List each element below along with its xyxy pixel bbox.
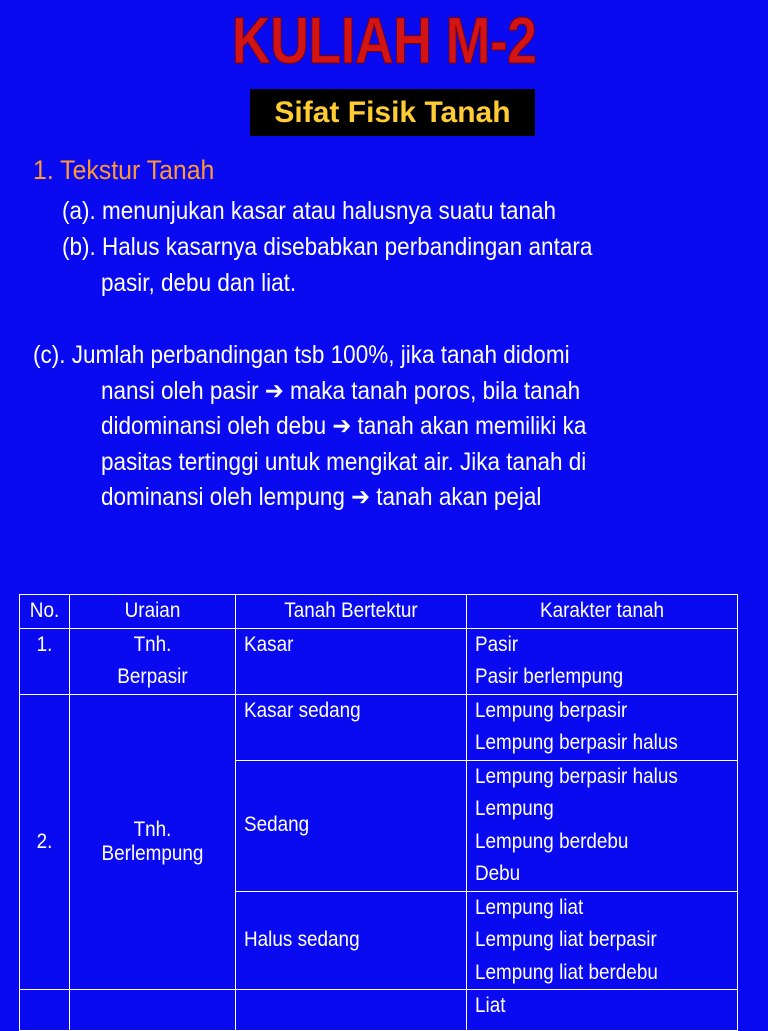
point-b-line-1: (b). Halus kasarnya disebabkan perbandingan antara bbox=[62, 233, 593, 261]
point-c-line-1: (c). Jumlah perbandingan tsb 100%, jika tanah didomi bbox=[33, 341, 570, 369]
cell-uraian bbox=[70, 990, 236, 1031]
cell-uraian: Tnh. Berpasir bbox=[70, 628, 236, 694]
cell-tekstur: Halus sedang bbox=[236, 891, 467, 990]
table-row bbox=[20, 628, 738, 694]
slide-title: KULIAH M-2 bbox=[231, 3, 537, 77]
table-row bbox=[20, 990, 738, 1031]
point-a: (a). menunjukan kasar atau halusnya suatu tanah bbox=[62, 197, 557, 225]
cell-no: 1. bbox=[20, 628, 70, 694]
cell-uraian: Tnh. Berlempung bbox=[70, 694, 236, 990]
cell-karakter: Lempung liat Lempung liat berpasir Lempung liat berdebu bbox=[467, 891, 738, 990]
soil-texture-table bbox=[19, 594, 738, 1031]
cell-tekstur: Kasar sedang bbox=[236, 694, 467, 760]
cell-no bbox=[20, 990, 70, 1031]
table-header-row bbox=[20, 595, 738, 629]
cell-tekstur: Sedang bbox=[236, 760, 467, 891]
cell-karakter: Lempung berpasir halus Lempung Lempung berdebu Debu bbox=[467, 760, 738, 891]
cell-karakter: Pasir Pasir berlempung bbox=[467, 628, 738, 694]
cell-no: 2. bbox=[20, 694, 70, 990]
point-c-line-3: didominansi oleh debu ➔ tanah akan memiliki ka bbox=[101, 412, 587, 440]
point-c-line-5: dominansi oleh lempung ➔ tanah akan pejal bbox=[101, 483, 542, 511]
cell-tekstur bbox=[236, 990, 467, 1031]
cell-karakter: Lempung berpasir Lempung berpasir halus bbox=[467, 694, 738, 760]
header-karakter-tanah: Karakter tanah bbox=[467, 595, 738, 629]
point-b-line-2: pasir, debu dan liat. bbox=[101, 269, 297, 297]
point-c-line-2: nansi oleh pasir ➔ maka tanah poros, bila tanah bbox=[101, 377, 581, 405]
point-c-line-4: pasitas tertinggi untuk mengikat air. Jika tanah di bbox=[101, 448, 587, 476]
header-uraian: Uraian bbox=[70, 595, 236, 629]
section-heading: 1. Tekstur Tanah bbox=[33, 155, 215, 185]
cell-tekstur: Kasar bbox=[236, 628, 467, 694]
header-no: No. bbox=[20, 595, 70, 629]
cell-karakter: Liat bbox=[467, 990, 738, 1031]
table-row bbox=[20, 694, 738, 760]
slide-subtitle: Sifat Fisik Tanah bbox=[250, 89, 535, 136]
header-tanah-bertektur: Tanah Bertektur bbox=[236, 595, 467, 629]
